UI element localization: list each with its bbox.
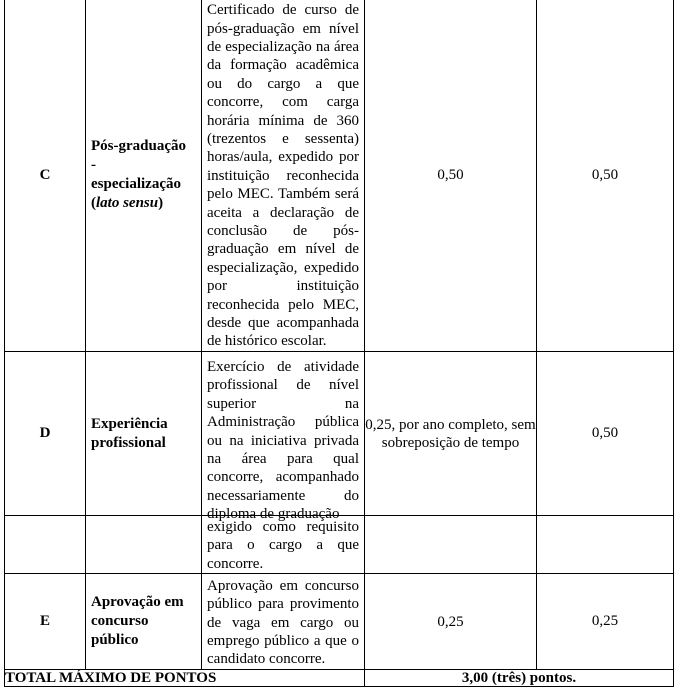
criterion-title bbox=[86, 574, 202, 670]
empty-cell bbox=[86, 516, 202, 574]
max-points: 0,50 bbox=[537, 352, 674, 516]
description-text: exigido como requisito para o cargo a que concorre. bbox=[207, 519, 359, 572]
max-points: 0,50 bbox=[537, 0, 674, 352]
description-text: Exercício de atividade profissional de nível superior na Administração pública ou na iniciativa privada na área para qual concorre, acompanhado necessariamente do diploma de graduação bbox=[207, 359, 359, 523]
description-text: Aprovação em concurso público para provimento de vaga em cargo ou emprego público a que o candidato concorre. bbox=[207, 577, 359, 668]
criterion-description bbox=[202, 0, 365, 352]
criterion-description bbox=[202, 516, 365, 574]
criterion-title bbox=[86, 0, 202, 352]
criterion-description bbox=[202, 574, 365, 670]
row-letter: E bbox=[5, 574, 86, 670]
row-letter: D bbox=[5, 352, 86, 516]
criterion-title-line: Experiência bbox=[91, 415, 168, 432]
criterion-title-line: especialização bbox=[91, 176, 181, 192]
criterion-title bbox=[86, 352, 202, 516]
points-per-item: 0,25, por ano completo, sem sobreposição de tempo bbox=[365, 352, 537, 516]
table-row-e bbox=[5, 574, 674, 670]
criterion-title-line: profissional bbox=[91, 434, 166, 451]
italic-term: lato sensu bbox=[96, 195, 159, 211]
empty-cell bbox=[537, 516, 674, 574]
table-row-d-continuation bbox=[5, 516, 674, 574]
row-letter: C bbox=[5, 0, 86, 352]
criterion-title-line: público bbox=[91, 632, 139, 649]
criterion-title-line bbox=[91, 194, 201, 213]
total-label: TOTAL MÁXIMO DE PONTOS bbox=[5, 670, 365, 687]
points-per-item: 0,25 bbox=[365, 574, 537, 670]
criterion-title-line: concurso bbox=[91, 613, 149, 630]
empty-cell bbox=[365, 516, 537, 574]
table-row-c bbox=[5, 0, 674, 352]
description-clip bbox=[202, 356, 364, 523]
points-per-item: 0,50 bbox=[365, 0, 537, 352]
empty-cell bbox=[5, 516, 86, 574]
table-row-total bbox=[5, 670, 674, 687]
criterion-title-line: - bbox=[91, 157, 96, 173]
max-points: 0,25 bbox=[537, 574, 674, 670]
total-value: 3,00 (três) pontos. bbox=[365, 670, 674, 687]
table-row-d bbox=[5, 352, 674, 516]
score-table-part-2 bbox=[4, 515, 674, 687]
criterion-description bbox=[202, 352, 365, 523]
description-text: Certificado de curso de pós-graduação em nível de especialização na área da formação acadêmica ou do cargo a que concorre, com carga horária mínima de 360 (trezentos e sessenta) horas/aula, expedido por instituição reconhecida pelo MEC. Também será aceita a declaração de conclusão de pós-graduação em nível de especialização, expedido por instituição reconhecida pelo MEC, desde que acompanhada de histórico escolar. bbox=[207, 2, 359, 350]
criterion-title-line: Aprovação em bbox=[91, 594, 184, 611]
paren-close: ) bbox=[158, 195, 164, 211]
criterion-title-line: Pós-graduação bbox=[91, 138, 186, 154]
score-table-part-1 bbox=[4, 0, 674, 523]
paren-open: ( bbox=[91, 195, 96, 211]
